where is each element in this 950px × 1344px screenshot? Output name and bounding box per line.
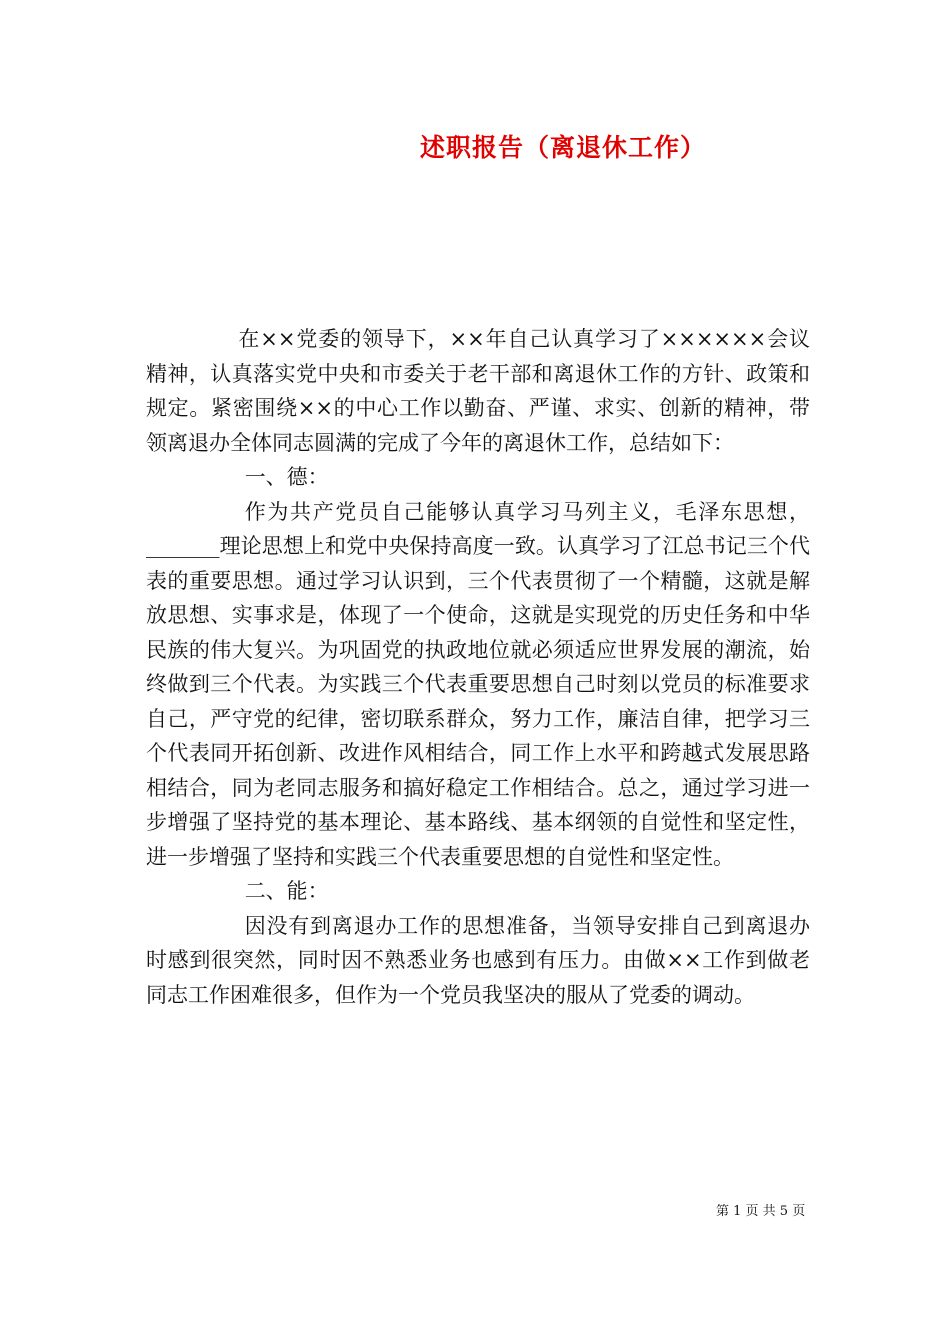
document-body: [146, 322, 810, 1012]
document-title: 述职报告（离退休工作）: [419, 133, 706, 162]
section-neng-paragraph: 因没有到离退办工作的思想准备，当领导安排自己到离退办时感到很突然，同时因不熟悉业务也感到有压力。由做××工作到做老同志工作困难很多，但作为一个党员我坚决的服从了党委的调动。: [146, 913, 810, 1007]
section-heading-de: 一、德：: [244, 465, 329, 489]
section-heading-neng: 二、能：: [244, 879, 329, 903]
section-de-paragraph: 作为共产党员自己能够认真学习马列主义，毛泽东思想，_______理论思想上和党中央保持高度一致。认真学习了江总书记三个代表的重要思想。通过学习认识到，三个代表贯彻了一个精髓，这就是解放思想、实事求是，体现了一个使命，这就是实现党的历史任务和中华民族的伟大复兴。为巩固党的执政地位就必须适应世界发展的潮流，始终做到三个代表。为实践三个代表重要思想自己时刻以党员的标准要求自己，严守党的纪律，密切联系群众，努力工作，廉洁自律，把学习三个代表同开拓创新、改进作风相结合，同工作上水平和跨越式发展思路相结合，同为老同志服务和搞好稳定工作相结合。总之，通过学习进一步增强了坚持党的基本理论、基本路线、基本纲领的自觉性和坚定性，进一步增强了坚持和实践三个代表重要思想的自觉性和坚定性。: [146, 499, 810, 869]
intro-paragraph: 在××党委的领导下，××年自己认真学习了××××××会议精神，认真落实党中央和市委关于老干部和离退休工作的方针、政策和规定。紧密围绕××的中心工作以勤奋、严谨、求实、创新的精神，带领离退办全体同志圆满的完成了今年的离退休工作，总结如下：: [146, 327, 810, 455]
page-number-footer: 第 1 页 共 5 页: [716, 1204, 806, 1219]
